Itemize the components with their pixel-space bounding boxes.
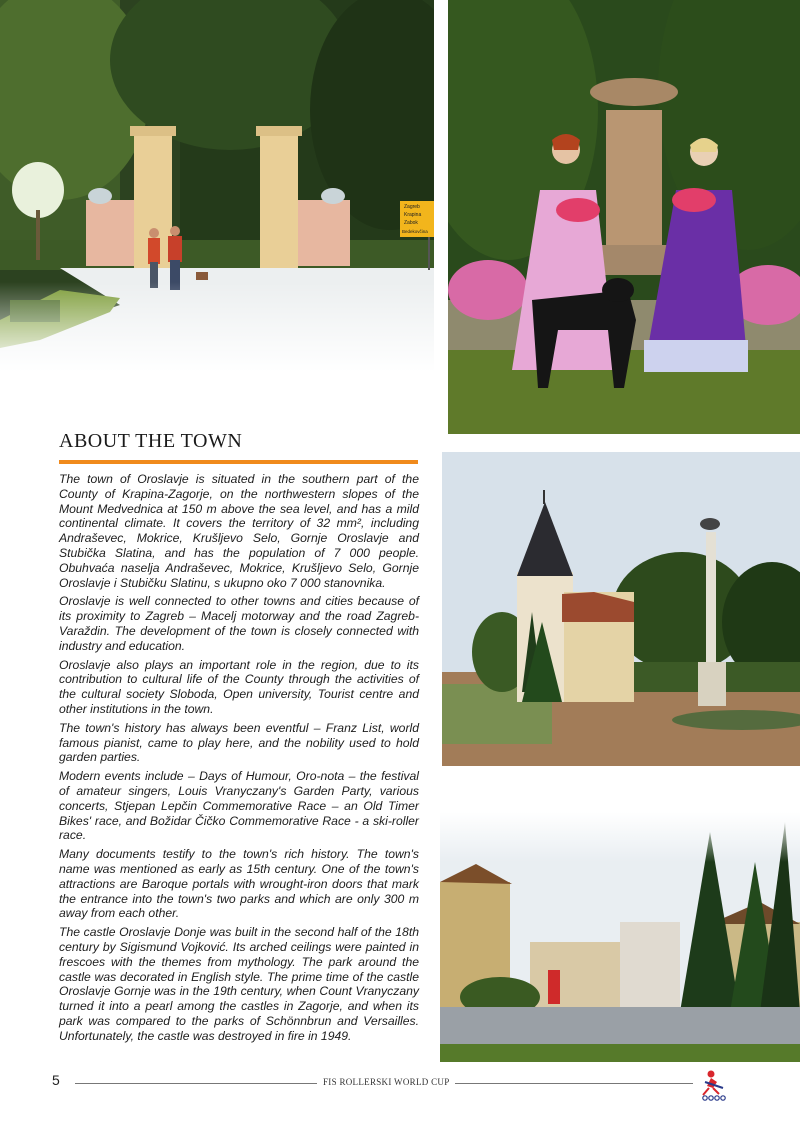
article-paragraph: Oroslavje is well connected to other towns and cities because of its proximity to Zagreb – Macelj motorway and the road Zagreb-Varaždin. The development of the town is closely connected with industry and education. — [59, 594, 419, 653]
photo-town-street — [440, 812, 800, 1062]
article-paragraph: Oroslavje also plays an important role in the region, due to its contribution to cultural life of the County through the activities of the cultural society Sloboda, Open university, Tourist centre and other institutions in the town. — [59, 657, 419, 716]
article-paragraph: Modern events include – Days of Humour, Oro-nota – the festival of amateur singers, Louis Vranyczany's Garden Party, various concerts, Stjepan Lepčin Commemorative Race – an Old Timer Bikes' race, and Božidar Čičko Commemorative Race - a ski-roller race. — [59, 769, 419, 843]
article-paragraph: The castle Oroslavje Donje was built in the second half of the 18th century by Sigismund Vojković. Its arched ceilings were painted in frescoes with the themes from mythology. The park around the castle was decorated in English style. The prime time of the castle Oroslavje Gornje was in the 19th century, when Count Vranyczany turned it into a pearl among the castles in Zagorje, and when its park was compared to the parks of Schönnbrun and Versailles. Unfortunately, the castle was destroyed in fire in 1949. — [59, 925, 419, 1043]
article-paragraph: The town of Oroslavje is situated in the southern part of the County of Krapina-Zagorje, on the northwestern slopes of the Mount Medvednica at 150 m above the sea level, and has a mild continental climate. It covers the territory of 32 mm², including Andraševec, Mokrice, Krušljevo Selo, Gornje Oroslavje and Stubička Slatina, and has the population of 7 000 people. Obuhvaća naselja Andraševec, Mokrice, Krušljevo Selo, Gornje Oroslavje i Stubičku Slatinu, s ukupno oko 7 000 stanovnika. — [59, 472, 419, 590]
article-body — [59, 472, 419, 1047]
article-paragraph: Many documents testify to the town's rich history. The town's name was mentioned as early as 15th century. One of the town's attractions are Baroque portals with wrought-iron doors that mark the entrance into the town's two parks and which are only 300 m away from each other. — [59, 847, 419, 921]
footer-publication: FIS ROLLERSKI WORLD CUP — [323, 1077, 450, 1087]
photo-park-gates — [0, 0, 434, 372]
photo-costumed-ladies — [448, 0, 800, 434]
article-paragraph: The town's history has always been eventful – Franz List, world famous pianist, came to play here, and the nobility used to hold garden parties. — [59, 720, 419, 765]
signpost-line: Zagreb — [404, 204, 420, 210]
footer-rule-right — [455, 1083, 693, 1084]
skier-logo-icon — [697, 1068, 731, 1102]
section-heading: ABOUT THE TOWN — [59, 430, 243, 452]
page-number: 5 — [52, 1072, 60, 1088]
signpost-line: Zabok — [404, 220, 418, 226]
footer-rule-left — [75, 1083, 317, 1084]
heading-underline — [59, 460, 418, 464]
signpost-line: Bedekovčina — [402, 229, 428, 234]
signpost-line: Krapina — [404, 212, 422, 218]
photo-church-square — [442, 452, 800, 766]
